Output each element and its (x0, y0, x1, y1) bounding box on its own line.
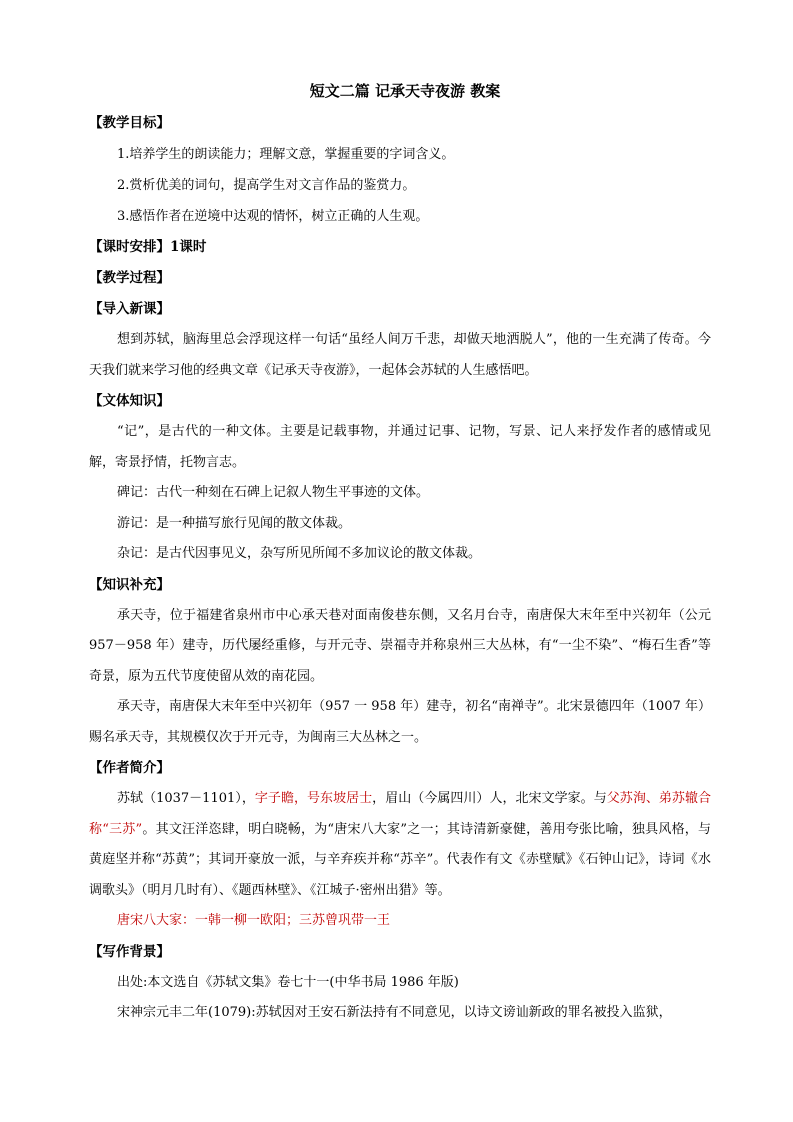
background-heading: 【写作背景】 (89, 943, 170, 960)
objective-item-1: 1.培养学生的朗读能力；理解文意，掌握重要的字词含义。 (117, 147, 455, 162)
intro-paragraph: 想到苏轼，脑海里总会浮现这样一句话“虽经人间万千悲，却做天地洒脱人”，他的一生充满了传奇。今天我们就来学习他的经典文章《记承天寺夜游》，一起体会苏轼的人生感悟吧。 (89, 332, 711, 378)
schedule-heading: 【课时安排】1课时 (89, 239, 207, 255)
genre-paragraph-1: “记”，是古代的一种文体。主要是记载事物，并通过记事、记物，写景、记人来抒发作者的感情或见解，寄景抒情，托物言志。 (89, 424, 711, 470)
supplement-paragraph-1: 承天寺，位于福建省泉州市中心承天巷对面南俊巷东侧，又名月台寺，南唐保大末年至中兴初年（公元 957－958 年）建寺，历代屡经重修，与开元寺、崇福寺并称泉州三大丛林，有“一尘不染”、“梅石生香”等奇景，原为五代节度使留从效的南花园。 (89, 607, 711, 684)
author-segment-2: 字子瞻，号东坡居士 (254, 791, 373, 806)
process-heading: 【教学过程】 (89, 270, 170, 286)
author-segment-3: ，眉山（今属四川）人，北宋文学家。与 (372, 791, 607, 806)
author-note: 唐宋八大家：一韩一柳一欧阳；三苏曾巩带一王 (117, 913, 391, 928)
genre-paragraph-2: 碑记：古代一种刻在石碑上记叙人物生平事迹的文体。 (117, 485, 430, 500)
genre-paragraph-4: 杂记：是古代因事见义，杂写所见所闻不多加议论的散文体裁。 (117, 546, 482, 561)
objectives-heading: 【教学目标】 (89, 115, 170, 131)
author-segment-5: 。其文汪洋恣肆，明白晓畅，为“唐宋八大家”之一；其诗清新豪健，善用夸张比喻，独具风格，与黄庭坚并称“苏黄”；其词开豪放一派，与辛弃疾并称“苏辛”。代表作有文《赤壁赋》《石钟山记》，诗词《水调歌头》（明月几时有）、《题西林壁》、《江城子·密州出猎》等。 (89, 821, 712, 898)
author-segment-1: 苏轼（1037－1101）， (117, 791, 255, 806)
document-title: 短文二篇 记承天寺夜游 教案 (309, 82, 501, 100)
supplement-paragraph-2: 承天寺，南唐保大末年至中兴初年（957 一 958 年）建寺，初名“南禅寺”。北宋景德四年（1007 年）赐名承天寺，其规模仅次于开元寺，为闽南三大丛林之一。 (89, 699, 711, 745)
supplement-heading: 【知识补充】 (89, 576, 170, 593)
objective-item-3: 3.感悟作者在逆境中达观的情怀，树立正确的人生观。 (117, 209, 429, 224)
intro-heading: 【导入新课】 (89, 301, 170, 317)
background-source: 出处:本文选自《苏轼文集》卷七十一(中华书局 1986 年版) (117, 974, 459, 990)
objective-item-2: 2.赏析优美的词句，提高学生对文言作品的鉴赏力。 (117, 178, 416, 193)
author-heading: 【作者简介】 (89, 760, 170, 776)
document-page (89, 78, 711, 1029)
author-paragraph (89, 784, 711, 906)
author-segment-4: 父苏洵、弟苏辙合称“三苏” (89, 791, 711, 837)
genre-heading: 【文体知识】 (89, 393, 170, 409)
background-paragraph: 宋神宗元丰二年(1079):苏轼因对王安石新法持有不同意见，以诗文谤讪新政的罪名被投入监狱， (117, 1005, 672, 1020)
genre-paragraph-3: 游记：是一种描写旅行见闻的散文体裁。 (117, 515, 352, 531)
